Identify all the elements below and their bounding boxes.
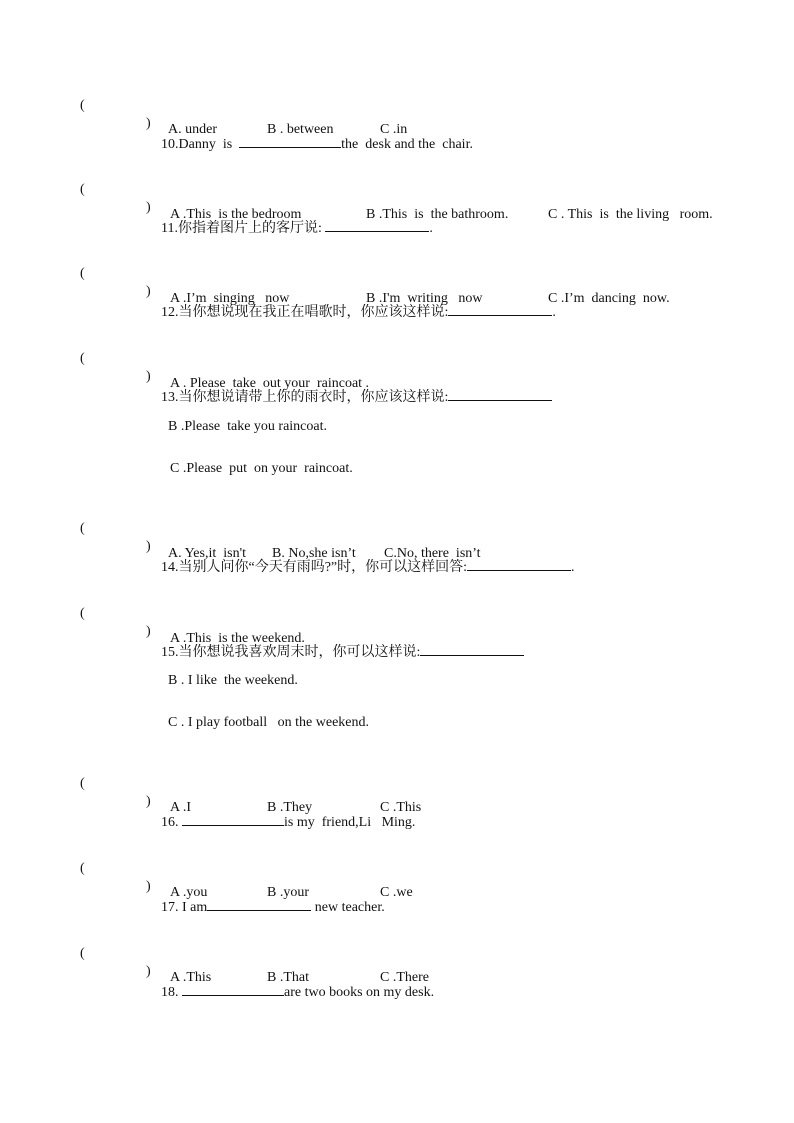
option-c: C .Please put on your raincoat. [170, 461, 353, 476]
answer-paren-close: ) [146, 964, 151, 979]
question-stem-tail: . [429, 221, 433, 236]
answer-paren-open: ( [80, 776, 85, 791]
option-c: C .we [380, 885, 413, 900]
option-c: C.No, there isn’t [384, 546, 481, 561]
question-stem-tail: . [571, 560, 575, 575]
option-a: A .This is the weekend. [170, 631, 305, 646]
option-b: B .your [267, 885, 309, 900]
question-stem-tail: the desk and the chair. [341, 137, 473, 152]
option-a: A. Yes,it isn't [168, 546, 246, 561]
option-c: C .There [380, 970, 429, 985]
option-c: C .I’m dancing now. [548, 291, 670, 306]
question-stem: 12.当你想说现在我正在唱歌时，你应该这样说: [161, 305, 449, 320]
option-a: A .This [170, 970, 212, 985]
question-stem-tail: are two books on my desk. [284, 985, 435, 1000]
option-b: B .I'm writing now [366, 291, 483, 306]
question-stem: 17. I am [161, 900, 208, 915]
option-b: B .They [267, 800, 313, 815]
option-b: B . I like the weekend. [168, 673, 298, 688]
option-a: A .This is the bedroom [170, 207, 302, 222]
answer-paren-close: ) [146, 624, 151, 639]
answer-blank[interactable] [467, 556, 571, 571]
option-b: B .That [267, 970, 309, 985]
answer-blank[interactable] [420, 641, 524, 656]
answer-blank[interactable] [448, 386, 552, 401]
question-stem: 10.Danny is [161, 137, 240, 152]
question-stem: 11.你指着图片上的客厅说: [161, 221, 326, 236]
question-stem-tail: new teacher. [311, 900, 385, 915]
option-a: A. under [168, 122, 217, 137]
answer-paren-open: ( [80, 861, 85, 876]
answer-paren-open: ( [80, 98, 85, 113]
answer-paren-open: ( [80, 266, 85, 281]
question-stem-tail: is my friend,Li Ming. [284, 815, 416, 830]
option-a: A .I’m singing now [170, 291, 290, 306]
answer-paren-open: ( [80, 606, 85, 621]
answer-paren-close: ) [146, 794, 151, 809]
question-stem: 13.当你想说请带上你的雨衣时，你应该这样说: [161, 390, 449, 405]
option-c: C . This is the living room. [548, 207, 713, 222]
question-stem-tail: . [552, 305, 556, 320]
option-b: B .Please take you raincoat. [168, 419, 328, 434]
option-c: C .in [380, 122, 408, 137]
answer-paren-close: ) [146, 369, 151, 384]
answer-paren-close: ) [146, 879, 151, 894]
answer-paren-close: ) [146, 539, 151, 554]
question-stem: 15.当你想说我喜欢周末时，你可以这样说: [161, 645, 421, 660]
answer-paren-open: ( [80, 182, 85, 197]
answer-paren-open: ( [80, 351, 85, 366]
answer-paren-close: ) [146, 284, 151, 299]
answer-paren-close: ) [146, 116, 151, 131]
option-b: B. No,she isn’t [272, 546, 356, 561]
question-stem: 16. [161, 815, 182, 830]
option-c: C .This [380, 800, 422, 815]
option-a: A .you [170, 885, 208, 900]
option-a: A . Please take out your raincoat . [170, 376, 370, 391]
option-b: B .This is the bathroom. [366, 207, 509, 222]
answer-paren-open: ( [80, 521, 85, 536]
option-c: C . I play football on the weekend. [168, 715, 370, 730]
option-a: A .I [170, 800, 191, 815]
question-stem: 14.当别人问你“今天有雨吗?”时，你可以这样回答: [161, 560, 468, 575]
option-b: B . between [267, 122, 334, 137]
answer-paren-close: ) [146, 200, 151, 215]
answer-paren-open: ( [80, 946, 85, 961]
question-stem: 18. [161, 985, 182, 1000]
